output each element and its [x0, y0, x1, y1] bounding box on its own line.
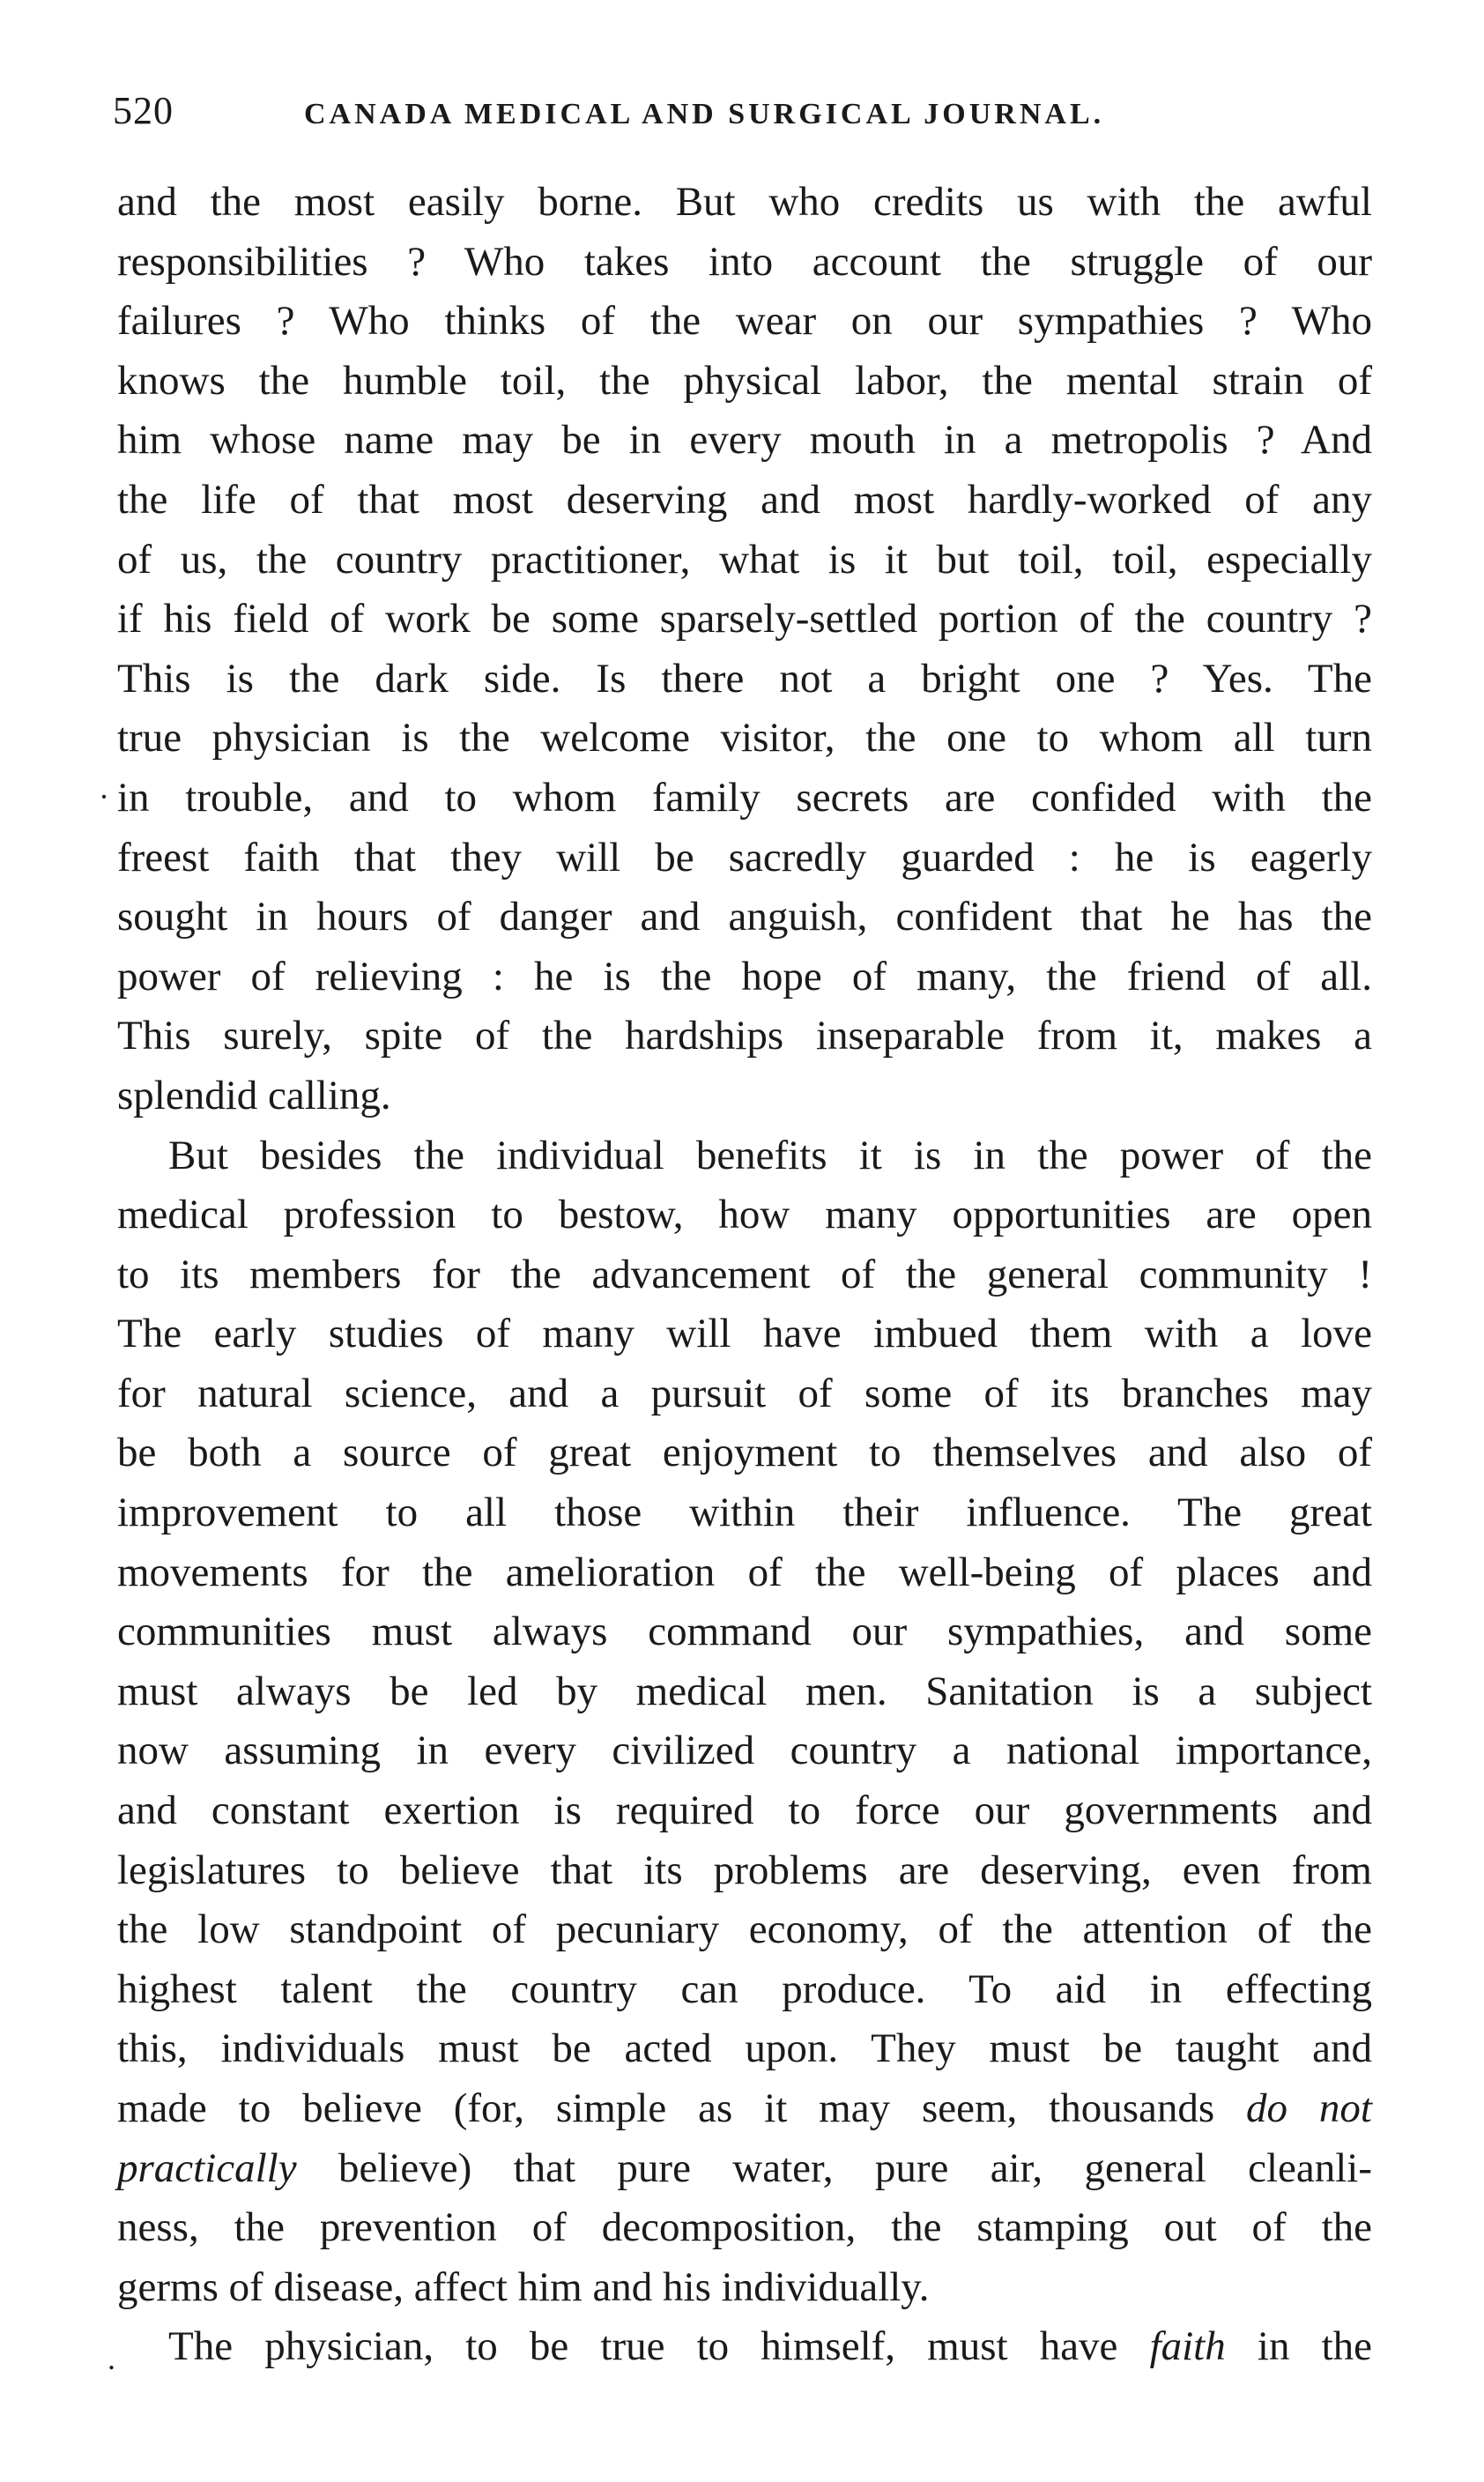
italic-phrase: practically	[117, 2144, 297, 2191]
text-line: responsibilities ? Who takes into account the struggle of our	[117, 238, 1372, 285]
article-body	[117, 173, 1372, 2377]
italic-phrase: do not	[1246, 2085, 1372, 2131]
text-line: freest faith that they will be sacredly guarded : he is eagerly	[117, 834, 1372, 881]
text-line: sought in hours of danger and anguish, confident that he has the	[117, 894, 1372, 940]
text-line: highest talent the country can produce. To aid in effecting	[117, 1966, 1372, 2012]
text-line-mixed	[117, 2079, 1372, 2139]
text-line: for natural science, and a pursuit of some of its branches may	[117, 1370, 1372, 1416]
text-line: of us, the country practitioner, what is it but toil, toil, especially	[117, 536, 1372, 583]
italic-word: faith	[1149, 2323, 1226, 2370]
text-line: communities must always command our sympathies, and some	[117, 1609, 1372, 1655]
text-line: and constant exertion is required to force our governments and	[117, 1787, 1372, 1834]
text-line: ness, the prevention of decomposition, the stamping out of the	[117, 2204, 1372, 2251]
text-line-mixed	[117, 2317, 1372, 2377]
text-line: splendid calling.	[117, 1072, 391, 1118]
page-header	[113, 88, 1364, 141]
paragraph-1	[117, 173, 1372, 1126]
text-line: movements for the amelioration of the well-being of places and	[117, 1549, 1372, 1595]
text-line: This surely, spite of the hardships inseparable from it, makes a	[117, 1013, 1372, 1059]
text-span: in the	[1257, 2323, 1373, 2370]
text-line: now assuming in every civilized country a national importance,	[117, 1728, 1372, 1774]
text-line: be both a source of great enjoyment to themselves and also of	[117, 1430, 1372, 1476]
text-line: the life of that most deserving and most hardly-worked of any	[117, 476, 1372, 523]
text-line: must always be led by medical men. Sanitation is a subject	[117, 1668, 1372, 1714]
text-span: believe) that pure water, pure air, general cleanli-	[296, 2144, 1372, 2191]
text-line: in trouble, and to whom family secrets are confided with the	[117, 774, 1372, 821]
text-line: power of relieving : he is the hope of many, the friend of all.	[117, 953, 1372, 999]
text-line: to its members for the advancement of the general community !	[117, 1251, 1372, 1297]
paragraph-3	[117, 2317, 1372, 2377]
text-line: if his field of work be some sparsely-settled portion of the country ?	[117, 596, 1372, 643]
paragraph-2	[117, 1126, 1372, 2318]
text-line: The early studies of many will have imbued them with a love	[117, 1311, 1372, 1357]
running-title: CANADA MEDICAL AND SURGICAL JOURNAL.	[304, 98, 1105, 130]
text-line: failures ? Who thinks of the wear on our sympathies ? Who	[117, 298, 1372, 345]
text-line: But besides the individual benefits it is in the power of the	[168, 1132, 1372, 1178]
text-span: The physician, to be true to himself, must have	[168, 2323, 1118, 2370]
text-line: medical profession to bestow, how many opportunities are open	[117, 1192, 1372, 1238]
text-line: legislatures to believe that its problems are deserving, even from	[117, 1847, 1372, 1893]
text-line-mixed	[117, 2139, 1372, 2199]
margin-dot: ·	[99, 779, 109, 814]
text-span: made to believe (for, simple as it may seem, thousands	[117, 2085, 1215, 2131]
text-line: this, individuals must be acted upon. They must be taught and	[117, 2025, 1372, 2072]
text-line: the low standpoint of pecuniary economy, of the attention of the	[117, 1906, 1372, 1953]
text-line: him whose name may be in every mouth in a metropolis ? And	[117, 417, 1372, 464]
text-line: true physician is the welcome visitor, the one to whom all turn	[117, 715, 1372, 762]
text-line: and the most easily borne. But who credits us with the awful	[117, 179, 1372, 225]
page-number: 520	[113, 89, 174, 132]
text-line: This is the dark side. Is there not a bright one ? Yes. The	[117, 655, 1372, 702]
margin-dot-bottom: .	[108, 2341, 115, 2376]
text-line: knows the humble toil, the physical labor, the mental strain of	[117, 357, 1372, 404]
text-line: germs of disease, affect him and his individually.	[117, 2263, 930, 2310]
text-line: improvement to all those within their influence. The great	[117, 1490, 1372, 1536]
